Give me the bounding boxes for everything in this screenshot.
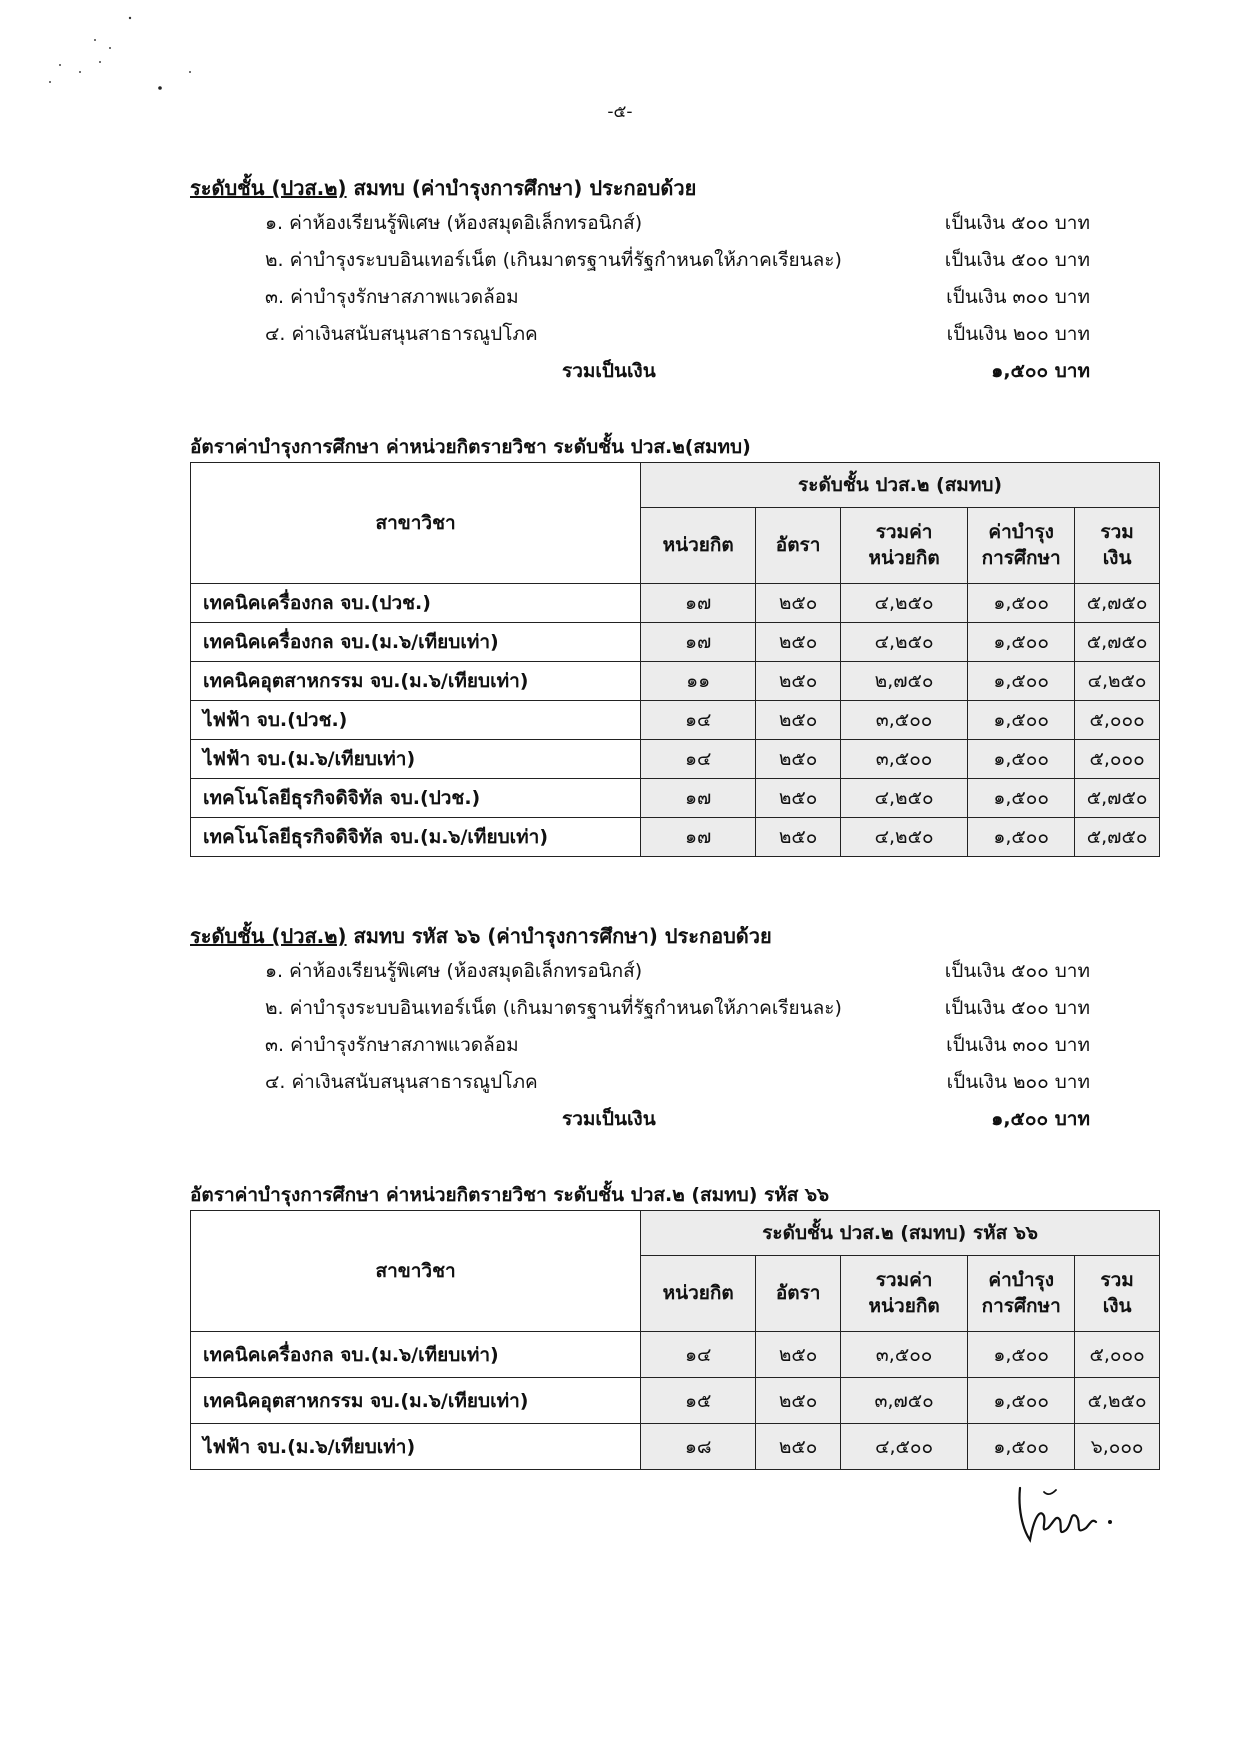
fee-item-amount: เป็นเงิน ๕๐๐ บาท [944,997,1090,1019]
fee-cell: ๑,๕๐๐ [968,701,1075,740]
fee-item-amount: เป็นเงิน ๕๐๐ บาท [944,249,1090,271]
fee-cell: ๑,๕๐๐ [968,818,1075,857]
sum-header-line1: รวม [1100,520,1134,543]
program-cell: เทคนิคอุตสาหกรรม จบ.(ม.๖/เทียบเท่า) [191,1378,641,1424]
sum-cell: ๕,๗๕๐ [1075,818,1160,857]
fee-item-amount: เป็นเงิน ๓๐๐ บาท [946,1034,1090,1056]
credit-total-cell: ๒,๗๕๐ [841,662,968,701]
credit-total-cell: ๔,๒๕๐ [841,584,968,623]
fee-total-amount: ๑,๕๐๐ บาท [991,360,1090,382]
fee-total-amount: ๑,๕๐๐ บาท [991,1108,1090,1130]
fee-cell: ๑,๕๐๐ [968,623,1075,662]
sum-cell: ๕,๗๕๐ [1075,779,1160,818]
level-column-header: ระดับชั้น ปวส.๒ (สมทบ) รหัส ๖๖ [641,1211,1160,1256]
credits-cell: ๑๗ [641,818,756,857]
credit-total-column-header [841,508,968,584]
fee-total-label: รวมเป็นเงิน [562,1108,656,1130]
fee-item-amount: เป็นเงิน ๒๐๐ บาท [946,1071,1090,1093]
fee-item-amount: เป็นเงิน ๒๐๐ บาท [946,323,1090,345]
credits-cell: ๑๗ [641,584,756,623]
section2-fee-list [190,952,1090,1137]
credit-total-cell: ๓,๗๕๐ [841,1378,968,1424]
credits-column-header: หน่วยกิต [641,508,756,584]
fee-item-label: ๒. ค่าบำรุงระบบอินเทอร์เน็ต (เกินมาตรฐานที่รัฐกำหนดให้ภาคเรียนละ) [265,997,842,1019]
sum-cell: ๕,๐๐๐ [1075,1332,1160,1378]
program-column-header: สาขาวิชา [191,1211,641,1332]
fee-total-row [190,352,1090,389]
credits-column-header: หน่วยกิต [641,1256,756,1332]
fee-item [190,952,1090,989]
fee-item-label: ๔. ค่าเงินสนับสนุนสาธารณูปโภค [265,323,538,345]
fee-column-header [968,1256,1075,1332]
sum-cell: ๕,๗๕๐ [1075,584,1160,623]
fee-item [190,315,1090,352]
credits-cell: ๑๘ [641,1424,756,1470]
fee-cell: ๑,๕๐๐ [968,1424,1075,1470]
fee-cell: ๑,๕๐๐ [968,740,1075,779]
program-cell: ไฟฟ้า จบ.(ม.๖/เทียบเท่า) [191,740,641,779]
fee-cell: ๑,๕๐๐ [968,662,1075,701]
table-row [191,740,1160,779]
credit-total-cell: ๔,๒๕๐ [841,779,968,818]
section1-heading-level: ระดับชั้น (ปวส.๒) [190,176,347,200]
section2-heading-level: ระดับชั้น (ปวส.๒) [190,924,347,948]
credits-cell: ๑๔ [641,1332,756,1378]
credits-cell: ๑๑ [641,662,756,701]
credit-total-cell: ๓,๕๐๐ [841,701,968,740]
table1 [190,462,1160,857]
fee-header-line1: ค่าบำรุง [988,520,1054,543]
table-row [191,701,1160,740]
sum-header-line2: เงิน [1102,546,1132,569]
table2-title: อัตราค่าบำรุงการศึกษา ค่าหน่วยกิตรายวิชา ระดับชั้น ปวส.๒ (สมทบ) รหัส ๖๖ [190,1184,830,1206]
fee-item [190,1026,1090,1063]
rate-cell: ๒๕๐ [756,623,841,662]
credits-cell: ๑๕ [641,1378,756,1424]
credit-total-cell: ๔,๒๕๐ [841,818,968,857]
credit-total-header-line2: หน่วยกิต [868,1294,940,1317]
fee-item-label: ๑. ค่าห้องเรียนรู้พิเศษ (ห้องสมุดอิเล็กทรอนิกส์) [265,960,643,982]
fee-item [190,278,1090,315]
section1-heading [190,172,696,204]
sum-cell: ๖,๐๐๐ [1075,1424,1160,1470]
program-cell: เทคนิคเครื่องกล จบ.(ม.๖/เทียบเท่า) [191,1332,641,1378]
fee-item [190,204,1090,241]
fee-header-line2: การศึกษา [981,1294,1061,1317]
credit-total-cell: ๓,๕๐๐ [841,740,968,779]
fee-item [190,241,1090,278]
fee-item-label: ๓. ค่าบำรุงรักษาสภาพแวดล้อม [265,1034,519,1056]
rate-cell: ๒๕๐ [756,1424,841,1470]
program-cell: เทคโนโลยีธุรกิจดิจิทัล จบ.(ปวช.) [191,779,641,818]
table-row [191,818,1160,857]
rate-column-header: อัตรา [756,508,841,584]
credit-total-cell: ๔,๒๕๐ [841,623,968,662]
table-row [191,1378,1160,1424]
sum-header-line2: เงิน [1102,1294,1132,1317]
section2-heading-rest: สมทบ รหัส ๖๖ (ค่าบำรุงการศึกษา) ประกอบด้วย [346,924,772,948]
signature-mark [1000,1478,1130,1558]
level-column-header: ระดับชั้น ปวส.๒ (สมทบ) [641,463,1160,508]
fee-cell: ๑,๕๐๐ [968,584,1075,623]
program-column-header: สาขาวิชา [191,463,641,584]
sum-column-header [1075,1256,1160,1332]
table-row [191,662,1160,701]
sum-cell: ๕,๐๐๐ [1075,701,1160,740]
fee-item-label: ๒. ค่าบำรุงระบบอินเทอร์เน็ต (เกินมาตรฐานที่รัฐกำหนดให้ภาคเรียนละ) [265,249,842,271]
credit-total-cell: ๔,๕๐๐ [841,1424,968,1470]
credits-cell: ๑๔ [641,701,756,740]
fee-item-label: ๑. ค่าห้องเรียนรู้พิเศษ (ห้องสมุดอิเล็กทรอนิกส์) [265,212,643,234]
credit-total-column-header [841,1256,968,1332]
fee-cell: ๑,๕๐๐ [968,1378,1075,1424]
program-cell: เทคนิคอุตสาหกรรม จบ.(ม.๖/เทียบเท่า) [191,662,641,701]
table1-title: อัตราค่าบำรุงการศึกษา ค่าหน่วยกิตรายวิชา ระดับชั้น ปวส.๒(สมทบ) [190,436,751,458]
credits-cell: ๑๗ [641,779,756,818]
sum-column-header [1075,508,1160,584]
rate-column-header: อัตรา [756,1256,841,1332]
program-cell: ไฟฟ้า จบ.(ปวช.) [191,701,641,740]
program-cell: เทคนิคเครื่องกล จบ.(ปวช.) [191,584,641,623]
table-row [191,1332,1160,1378]
fee-cell: ๑,๕๐๐ [968,1332,1075,1378]
sum-cell: ๔,๒๕๐ [1075,662,1160,701]
fee-item-amount: เป็นเงิน ๕๐๐ บาท [944,212,1090,234]
table-row [191,779,1160,818]
sum-cell: ๕,๗๕๐ [1075,623,1160,662]
rate-cell: ๒๕๐ [756,779,841,818]
table-row [191,1424,1160,1470]
sum-cell: ๕,๒๕๐ [1075,1378,1160,1424]
sum-header-line1: รวม [1100,1268,1134,1291]
rate-cell: ๒๕๐ [756,740,841,779]
credit-total-header-line2: หน่วยกิต [868,546,940,569]
fee-item-amount: เป็นเงิน ๕๐๐ บาท [944,960,1090,982]
rate-cell: ๒๕๐ [756,662,841,701]
program-cell: เทคโนโลยีธุรกิจดิจิทัล จบ.(ม.๖/เทียบเท่า) [191,818,641,857]
rate-cell: ๒๕๐ [756,1378,841,1424]
credit-total-header-line1: รวมค่า [875,1268,933,1291]
fee-item-label: ๓. ค่าบำรุงรักษาสภาพแวดล้อม [265,286,519,308]
credit-total-header-line1: รวมค่า [875,520,933,543]
table-row [191,584,1160,623]
rate-cell: ๒๕๐ [756,584,841,623]
scan-specks [40,10,220,100]
fee-total-label: รวมเป็นเงิน [562,360,656,382]
fee-total-row [190,1100,1090,1137]
credit-total-cell: ๓,๕๐๐ [841,1332,968,1378]
rate-cell: ๒๕๐ [756,818,841,857]
section1-heading-rest: สมทบ (ค่าบำรุงการศึกษา) ประกอบด้วย [346,176,697,200]
fee-item [190,1063,1090,1100]
page-number: -๕- [607,102,633,122]
fee-header-line2: การศึกษา [981,546,1061,569]
fee-item-amount: เป็นเงิน ๓๐๐ บาท [946,286,1090,308]
section2-heading [190,920,772,952]
credits-cell: ๑๗ [641,623,756,662]
rate-cell: ๒๕๐ [756,701,841,740]
program-cell: เทคนิคเครื่องกล จบ.(ม.๖/เทียบเท่า) [191,623,641,662]
table-row [191,623,1160,662]
fee-item-label: ๔. ค่าเงินสนับสนุนสาธารณูปโภค [265,1071,538,1093]
fee-column-header [968,508,1075,584]
rate-cell: ๒๕๐ [756,1332,841,1378]
section1-fee-list [190,204,1090,389]
sum-cell: ๕,๐๐๐ [1075,740,1160,779]
fee-cell: ๑,๕๐๐ [968,779,1075,818]
fee-header-line1: ค่าบำรุง [988,1268,1054,1291]
program-cell: ไฟฟ้า จบ.(ม.๖/เทียบเท่า) [191,1424,641,1470]
fee-item [190,989,1090,1026]
credits-cell: ๑๔ [641,740,756,779]
table2 [190,1210,1160,1470]
